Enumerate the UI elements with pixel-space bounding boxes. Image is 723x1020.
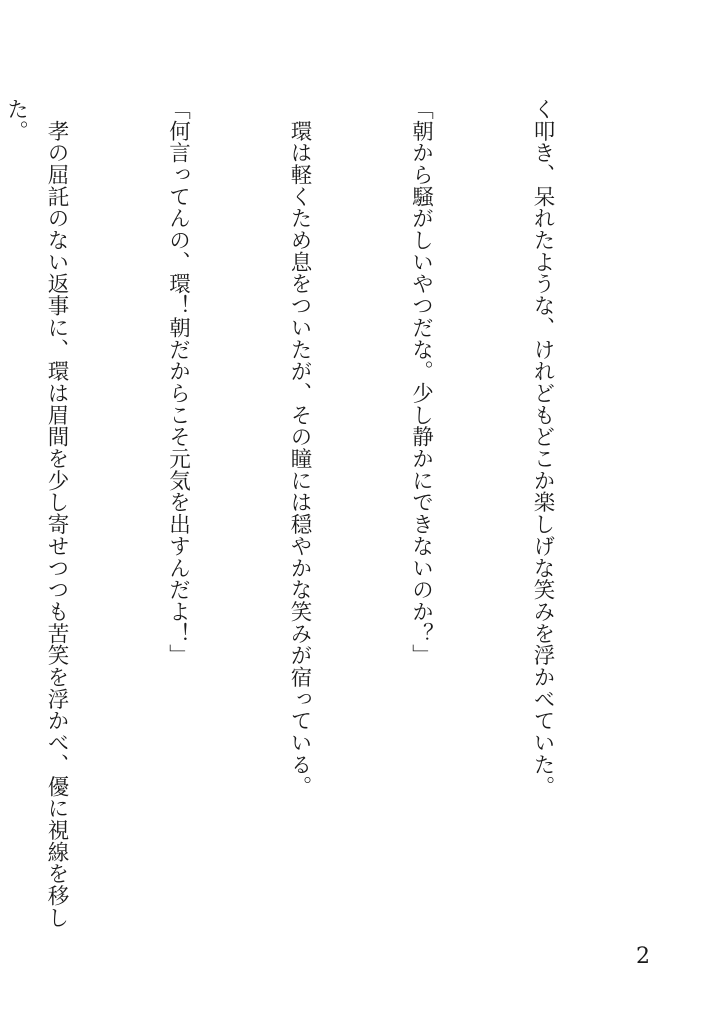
vertical-text-body [0, 98, 643, 936]
paragraph-line: 孝の屈託のない返事に、環は眉間を少し寄せつつも苦笑を浮かべ、優に視線を移した。 [3, 98, 69, 929]
paragraph-line: く叩き、呆れたような、けれどもどこか楽しげな笑みを浮かべていた。 [530, 98, 555, 798]
paragraph-line: 環は軽くため息をついたが、その瞳には穏やかな笑みが宿っている。 [287, 98, 312, 798]
paragraph-line: 「何言ってんの、環！朝だからこそ元気を出すんだよ！」 [165, 98, 191, 667]
page-number: 2 [636, 944, 650, 969]
paragraph-line: 「朝から騒がしいやつだな。少し静かにできないのか？」 [408, 98, 434, 667]
